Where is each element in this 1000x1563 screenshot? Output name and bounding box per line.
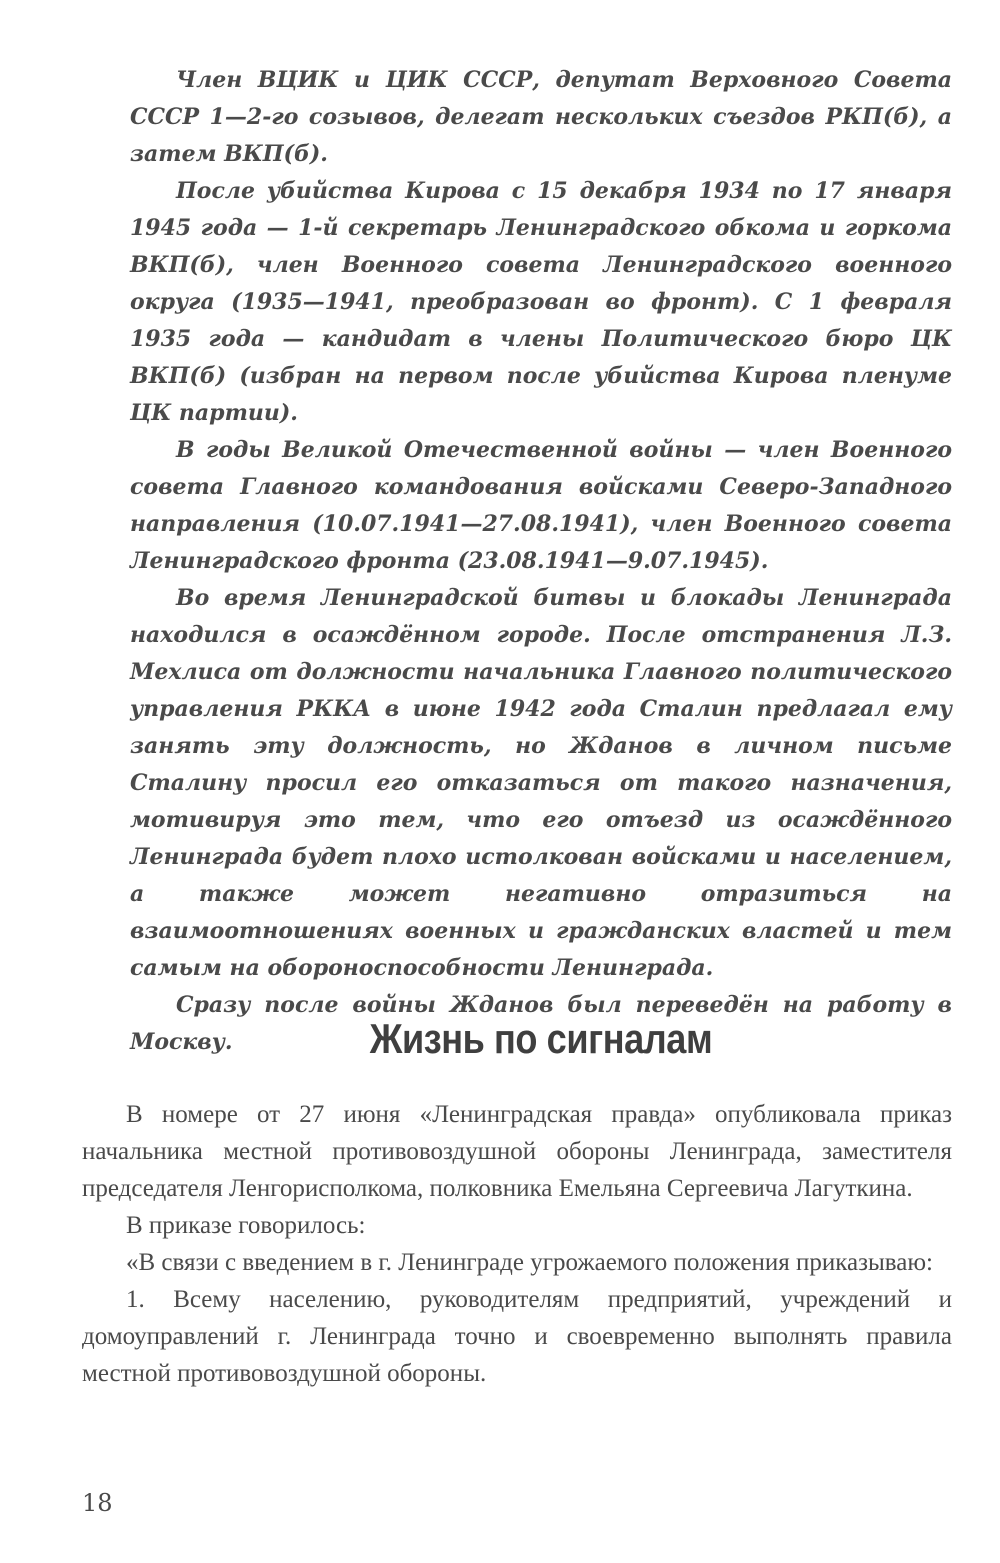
bio-paragraph: После убийства Кирова с 15 декабря 1934 по 17 января 1945 года — 1-й секретарь Ленинградского обкома и горкома ВКП(б), член Военного совета Ленинградского военного округа (1935—1941, преобразован во фронт). С 1 февраля 1935 года — кандидат в члены Политического бюро ЦК ВКП(б) (избран на первом после убийства Кирова пленуме ЦК партии). [130,178,952,426]
bio-paragraph: В годы Великой Отечественной войны — член Военного совета Главного командования войсками Северо-Западного направления (10.07.1941—27.08.1941), член Военного совета Ленинградского фронта (23.08.1941—9.07.1945). [130,437,952,574]
body-paragraph: «В связи с введением в г. Ленинграде угрожаемого положения приказываю: [126,1249,933,1276]
section-heading: Жизнь по сигналам [369,1015,713,1062]
biography-block [130,62,952,1061]
page-number: 18 [82,1489,113,1517]
body-paragraph: В приказе говорилось: [126,1212,366,1239]
bio-paragraph: Член ВЦИК и ЦИК СССР, депутат Верховного Совета СССР 1—2-го созывов, делегат нескольких съездов РКП(б), а затем ВКП(б). [130,67,952,167]
body-paragraph: 1. Всему населению, руководителям предприятий, учреждений и домоуправлений г. Ленинграда точно и своевременно выполнять правила местной противовоздушной обороны. [82,1286,952,1387]
bio-paragraph: Во время Ленинградской битвы и блокады Ленинграда находился в осаждённом городе. После отстранения Л.З. Мехлиса от должности начальника Главного политического управления РККА в июне 1942 года Сталин предлагал ему занять эту должность, но Жданов в личном письме Сталину просил его отказаться от такого назначения, мотивируя это тем, что его отъезд из осаждённого Ленинграда будет плохо истолкован войсками и населением, а также может негативно отразиться на взаимоотношениях военных и гражданских властей и тем самым на обороноспособности Ленинграда. [130,585,952,981]
body-paragraph: В номере от 27 июня «Ленинградская правда» опубликовала приказ начальника местной противовоздушной обороны Ленинграда, заместителя председателя Ленгорисполкома, полковника Емельяна Сергеевича Лагуткина. [82,1101,952,1202]
bio-paragraph: Сразу после войны Жданов был переведён на работу в Москву. [130,992,952,1055]
section-body [82,1096,952,1392]
